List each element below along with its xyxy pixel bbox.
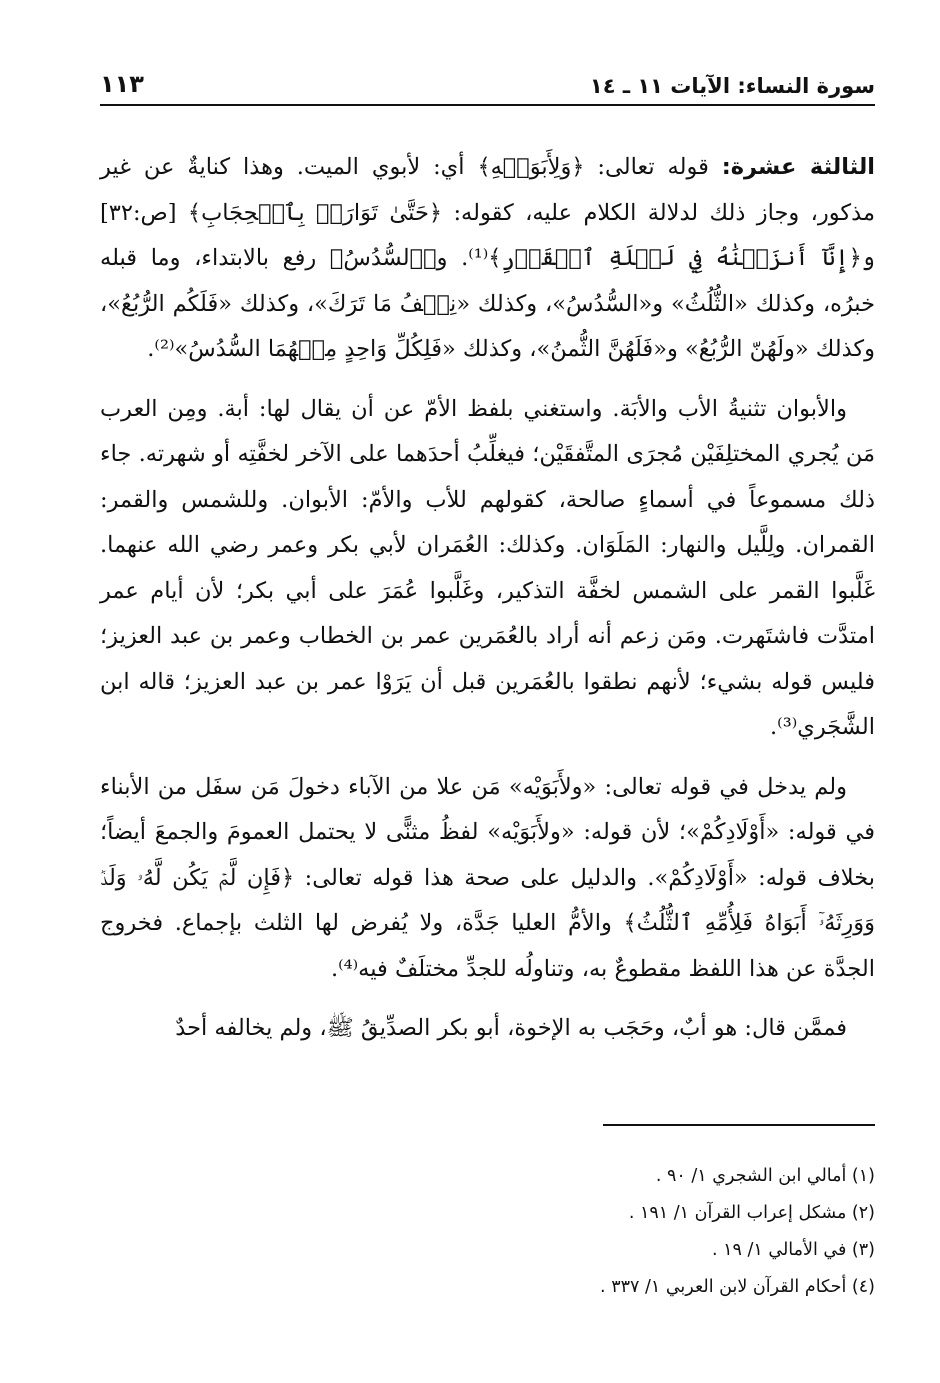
header-rule (100, 104, 875, 106)
running-header (100, 62, 875, 98)
page-number: ١١٣ (100, 70, 144, 98)
paragraph-3: ولم يدخل في قوله تعالى: «ولأَبَوَيْه» مَن علا من الآباء دخولَ مَن سفَل من الأبناء في قوله: «أَوْلَادِكُمْ»؛ لأن قوله: «ولأَبَوَيْه» لفظُ مثنًّى لا يحتمل العمومَ والجمعَ أيضاً؛ بخلاف قوله: «أَوْلَادِكُمْ». والدليل على صحة هذا قوله تعالى: ﴿فَإِن لَّمۡ يَكُن لَّهُۥ وَلَدٞ وَوَرِثَهُۥٓ أَبَوَاهُ فَلِأُمِّهِ ٱلثُّلُثُ﴾ والأمُّ العليا جَدَّة، ولا يُفرض لها الثلث بإجماع. فخروج الجدَّة عن هذا اللفظ مقطوعٌ به، وتناولُه للجدِّ مختلَفٌ فيه⁽⁴⁾. (100, 773, 875, 982)
footnote-3: (٣) في الأمالي ١/ ١٩ . (712, 1240, 875, 1260)
footnotes (100, 1158, 875, 1306)
section-heading: الثالثة عشرة: (721, 154, 875, 180)
footnote-2: (٢) مشكل إعراب القرآن ١/ ١٩١ . (628, 1203, 875, 1223)
footnote-1: (١) أمالي ابن الشجري ١/ ٩٠ . (655, 1166, 875, 1186)
paragraph-2: والأبوان تثنيةُ الأب والأبَة. واستغني بلفظ الأمّ عن أن يقال لها: أبة. ومِن العرب مَن يُجري المختلِفَيْن مُجرَى المتَّفقَيْن؛ فيغلِّبُ أحدَهما على الآخر لخفَّتِه أو شهرته. جاء ذلك مسموعاً في أسماءٍ صالحة، كقولهم للأب والأمّ: الأبوان. وللشمس والقمر: القمران. ولِلَّيل والنهار: المَلَوَان. وكذلك: العُمَران لأبي بكر وعمر رضي الله عنهما. غَلَّبوا القمر على الشمس لخفَّة التذكير، وغَلَّبوا عُمَرَ على أبي بكر؛ لأن أيام عمر امتدَّت فاشتَهرت. ومَن زعم أنه أراد بالعُمَرين عمر بن الخطاب وعمر بن عبد العزيز؛ فليس قوله بشيء؛ لأنهم نطقوا بالعُمَرين قبل أن يَرَوْا عمر بن عبد العزيز؛ قاله ابن الشَّجَري⁽³⁾. (100, 395, 875, 740)
paragraph-1-text: قوله تعالى: ﴿وَلِأَبَوَيۡهِ﴾ أي: لأبوي الميت. وهذا كنايةٌ عن غير مذكور، وجاز ذلك لدلالة الكلام عليه، كقوله: ﴿حَتَّىٰ تَوَارَتۡ بِٱلۡحِجَابِ﴾ [ص:٣٢] و﴿إِنَّآ أَنزَلۡنَٰهُ فِي لَيۡلَةِ ٱلۡقَدۡرِ﴾⁽¹⁾. و﴿ٱلسُّدُسُ﴾ رفع بالابتداء، وما قبله خبرُه، وكذلك «الثُّلُثُ» و«السُّدُسُ»، وكذلك «نِصۡفُ مَا تَرَكَ»، وكذلك «فَلَكُم الرُّبُعُ»، وكذلك «ولَهُنّ الرُّبُعُ» و«فَلَهُنَّ الثُّمنُ»، وكذلك «فَلِكُلِّ وَاحِدٍ مِنۡهُمَا السُّدُسُ»⁽²⁾. (100, 154, 875, 362)
paragraph-4: فممَّن قال: هو أبٌ، وحَجَب به الإخوة، أبو بكر الصدِّيقُ ﷺ، ولم يخالفه أحدٌ (175, 1015, 847, 1041)
paragraph-1 (100, 145, 875, 373)
running-head-title: سورة النساء: الآيات ١١ ـ ١٤ (589, 74, 875, 98)
footnote-4: (٤) أحكام القرآن لابن العربي ١/ ٣٣٧ . (600, 1277, 875, 1297)
main-text (100, 145, 875, 1066)
footnote-rule (603, 1124, 875, 1126)
